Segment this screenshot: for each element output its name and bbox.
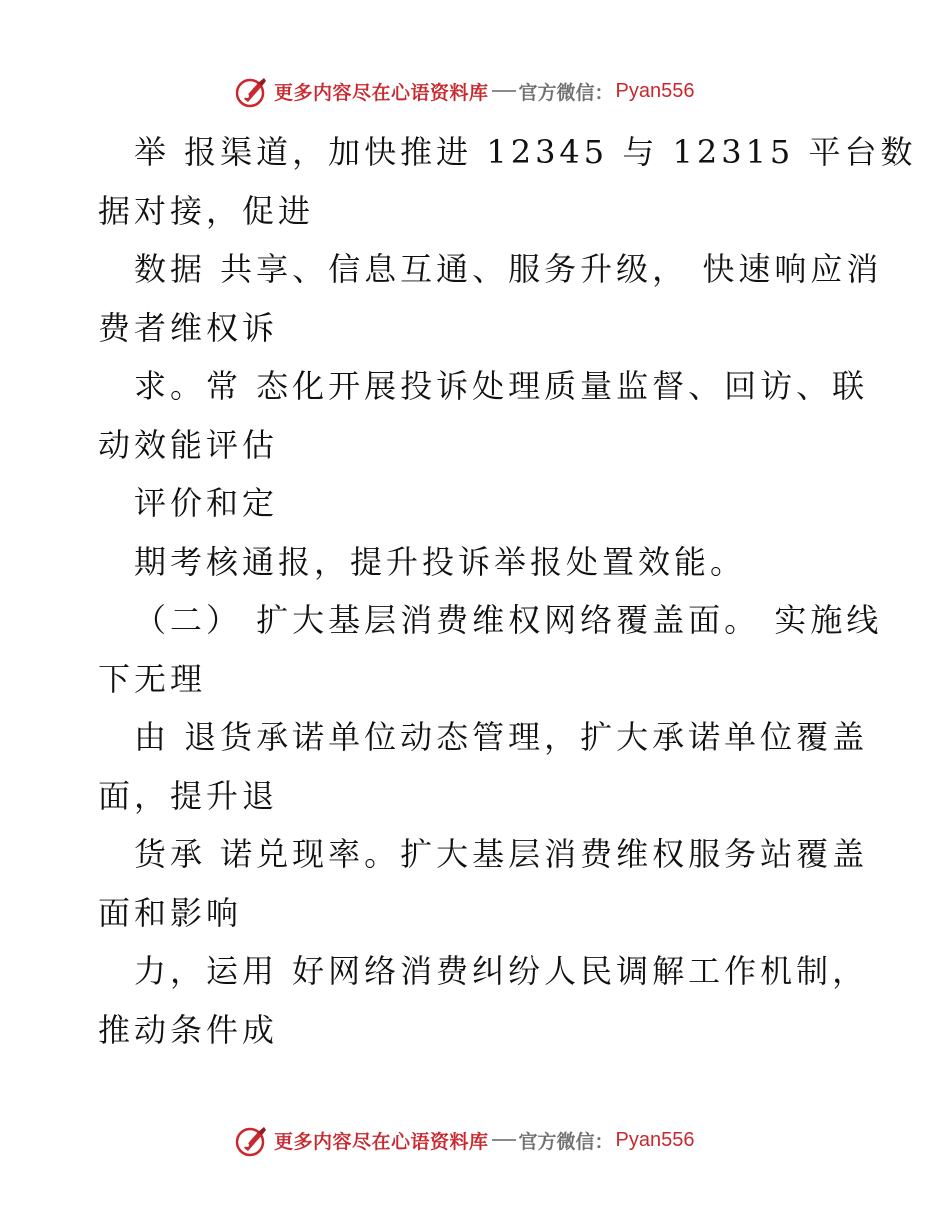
footer-watermark	[234, 1122, 695, 1158]
watermark-label: 官方微信：	[518, 81, 614, 104]
text-line: 数据 共享、信息互通、服务升级， 快速响应消	[134, 250, 883, 288]
watermark-text: 更多内容尽在心语资料库	[274, 1130, 489, 1153]
text-line: 举 报渠道，加快推进 12345 与 12315 平台数	[134, 133, 917, 171]
text-line: （二） 扩大基层消费维权网络覆盖面。 实施线	[134, 601, 883, 639]
watermark-dash	[492, 1139, 516, 1141]
watermark-id: Pyan556	[615, 79, 695, 102]
text-line: 据对接，促进	[98, 191, 315, 230]
watermark-id: Pyan556	[615, 1128, 695, 1151]
pen-logo-icon	[234, 1122, 270, 1158]
text-line: 力，运用 好网络消费纠纷人民调解工作机制，	[134, 952, 869, 990]
text-line: 货承 诺兑现率。扩大基层消费维权服务站覆盖	[134, 835, 869, 873]
watermark-dash	[492, 90, 516, 92]
text-line: 期考核通报，提升投诉举报处置效能。	[134, 542, 747, 581]
text-line: 由 退货承诺单位动态管理，扩大承诺单位覆盖	[134, 718, 869, 756]
text-line: 面，提升退	[98, 776, 279, 815]
header-watermark	[234, 73, 695, 109]
text-line: 评价和定	[134, 484, 279, 522]
text-line: 求。常 态化开展投诉处理质量监督、回访、联	[134, 367, 869, 405]
watermark-text: 更多内容尽在心语资料库	[274, 81, 489, 104]
pen-logo-icon	[234, 73, 270, 109]
text-line: 动效能评估	[98, 425, 279, 464]
text-line: 下无理	[98, 659, 207, 698]
watermark-label: 官方微信：	[518, 1130, 614, 1153]
text-line: 费者维权诉	[98, 308, 279, 347]
text-line: 面和影响	[98, 893, 243, 932]
text-line: 推动条件成	[98, 1010, 279, 1049]
document-body	[98, 123, 917, 1059]
